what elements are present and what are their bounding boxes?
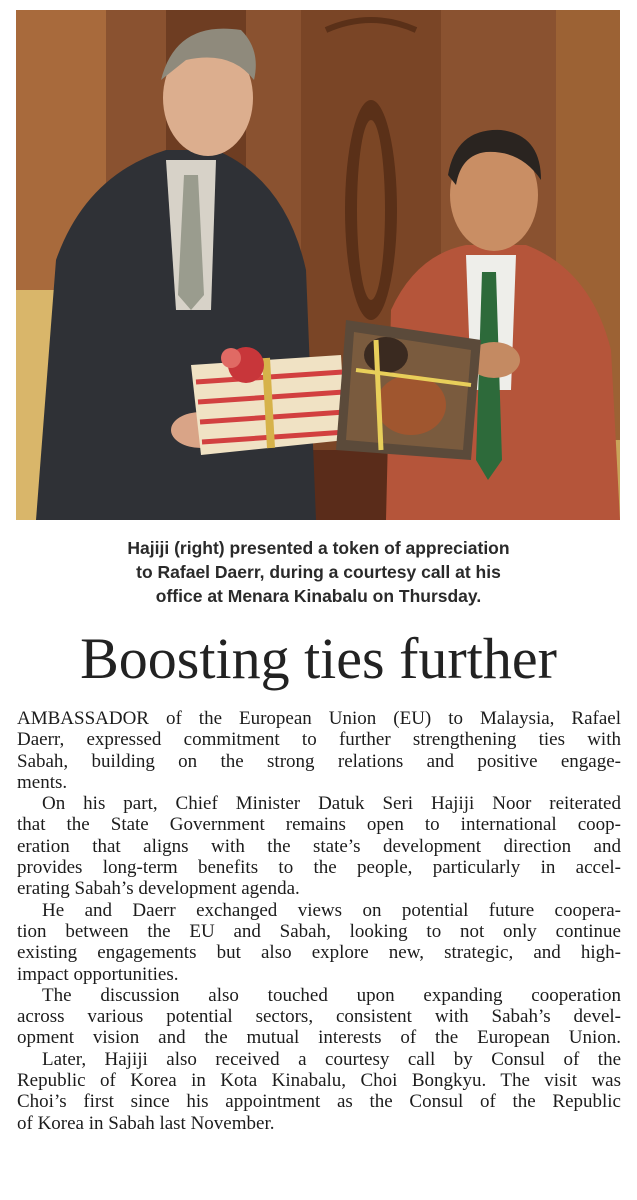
article-line: opment vision and the mutual interests of the European Union. <box>17 1027 621 1049</box>
article-line: AMBASSADOR of the European Union (EU) to Malaysia, Rafael <box>17 708 621 729</box>
caption-line: office at Menara Kinabalu on Thursday. <box>155 586 482 606</box>
article-body <box>17 708 621 1134</box>
article-line: existing engagements but also explore new, strategic, and high- <box>17 942 621 964</box>
photo-two-men-exchanging-gifts-icon <box>16 10 620 520</box>
caption-line: to Rafael Daerr, during a courtesy call at his <box>136 562 501 582</box>
article-line: Sabah, building on the strong relations and positive engage- <box>17 750 621 772</box>
article-line: of Korea in Sabah last November. <box>17 1112 275 1134</box>
article-line: ments. <box>17 771 68 793</box>
article-line: Daerr, expressed commitment to further strengthening ties with <box>17 729 621 751</box>
photo-caption <box>20 536 617 608</box>
article-line: Choi’s first since his appointment as the Consul of the Republic <box>17 1091 621 1113</box>
article-line: impact opportunities. <box>17 963 179 985</box>
article-line: across various potential sectors, consistent with Sabah’s devel- <box>17 1006 621 1028</box>
article-line: eration that aligns with the state’s development direction and <box>17 835 621 857</box>
article-line: The discussion also touched upon expanding cooperation <box>42 984 621 1006</box>
article-line: erating Sabah’s development agenda. <box>17 878 300 900</box>
article-line: He and Daerr exchanged views on potential future coopera- <box>42 899 621 921</box>
article-line: tion between the EU and Sabah, looking to not only continue <box>17 920 621 942</box>
caption-line: Hajiji (right) presented a token of appreciation <box>127 538 510 558</box>
article-headline: Boosting ties further <box>80 626 557 691</box>
article-photo <box>16 10 620 520</box>
article-line: Later, Hajiji also received a courtesy call by Consul of the <box>42 1048 621 1070</box>
article-line: provides long-term benefits to the people, particularly in accel- <box>17 857 621 879</box>
article-line: On his part, Chief Minister Datuk Seri Hajiji Noor reiterated <box>42 793 621 815</box>
article-line: Republic of Korea in Kota Kinabalu, Choi Bongkyu. The visit was <box>17 1070 621 1092</box>
article-line: that the State Government remains open to international coop- <box>17 814 621 836</box>
